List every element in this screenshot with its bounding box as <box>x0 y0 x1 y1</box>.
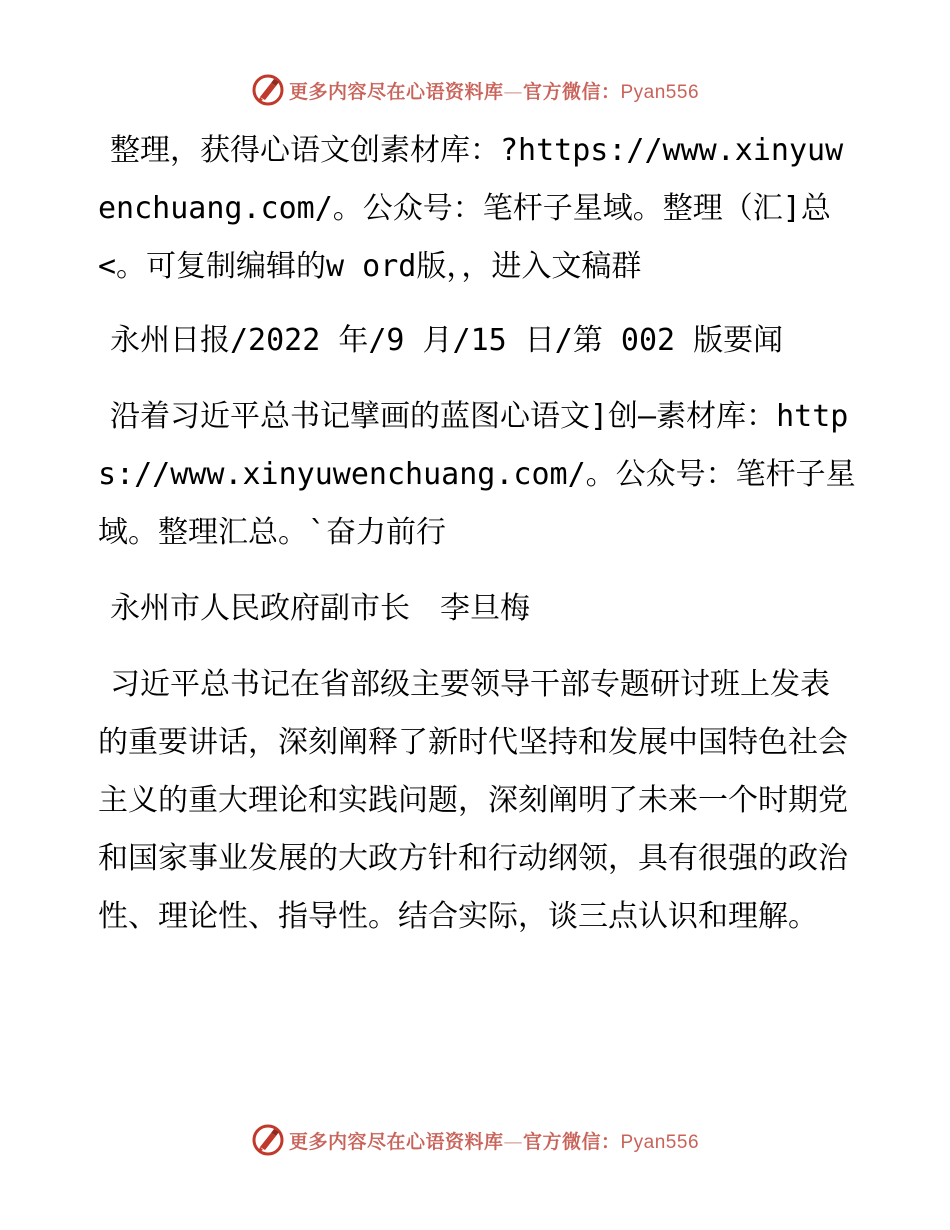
document-body <box>98 122 858 964</box>
banner-text: 更多内容尽在心语资料库—官方微信：Pyan556 <box>288 80 700 103</box>
banner-text: 更多内容尽在心语资料库—官方微信：Pyan556 <box>288 1130 700 1153</box>
paragraph-author: 永州市人民政府副市长 李旦梅 <box>110 591 530 626</box>
paragraph-main: 习近平总书记在省部级主要领导干部专题研讨班上发表的重要讲话，深刻阐释了新时代坚持和发展中国特色社会主义的重大理论和实践问题，深刻阐明了未来一个时期党和国家事业发展的大政方针和行动纲领，具有很强的政治性、理论性、指导性。结合实际，谈三点认识和理解。 <box>98 667 848 934</box>
paragraph-intro: 整理，获得心语文创素材库：?https://www.xinyuwenchuang.com/。公众号：笔杆子星域。整理（汇]总<。可复制编辑的w ord版，，进入文稿群 <box>98 133 844 284</box>
paragraph-source: 永州日报/2022 年/9 月/15 日/第 002 版要闻 <box>110 323 784 358</box>
paragraph-title: 沿着习近平总书记擘画的蓝图心语文]创—素材库：https://www.xinyuwenchuang.com/。公众号：笔杆子星域。整理汇总。`奋力前行 <box>98 399 856 550</box>
header-banner <box>0 68 950 112</box>
logo-icon <box>251 1123 285 1157</box>
logo-icon <box>251 73 285 107</box>
footer-banner <box>0 1118 950 1162</box>
